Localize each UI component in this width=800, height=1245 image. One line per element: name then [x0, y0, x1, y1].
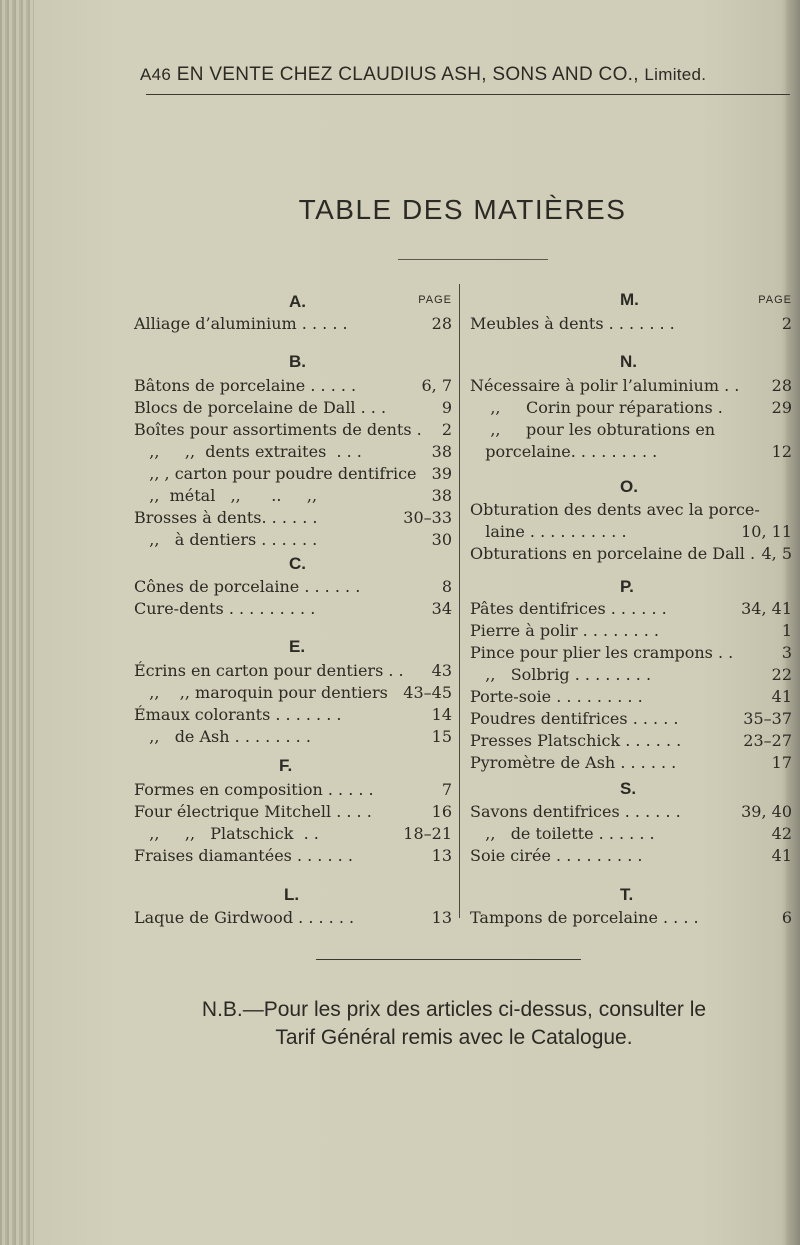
entry-page: 2	[781, 314, 792, 333]
index-entry	[134, 419, 452, 441]
entry-text: ,, Corin pour réparations .	[470, 398, 723, 417]
entry-page: 3	[781, 643, 792, 662]
entry-text: Poudres dentifrices . . . . .	[470, 709, 679, 728]
entry-text: Pierre à polir . . . . . . . .	[470, 621, 659, 640]
entry-text: Émaux colorants . . . . . . .	[134, 705, 342, 724]
running-header	[140, 64, 780, 86]
right-section-letter: N.	[620, 352, 637, 371]
index-entry	[470, 397, 792, 419]
entry-page: 28	[431, 314, 452, 333]
entry-text: Fraises diamantées . . . . . .	[134, 846, 353, 865]
page-column-header-left: PAGE	[418, 294, 452, 306]
entry-text: Obturation des dents avec la porce-	[470, 500, 760, 519]
index-entry	[470, 907, 792, 929]
index-entry	[134, 507, 452, 529]
entry-text: Obturations en porcelaine de Dall .	[470, 544, 756, 563]
index-entry	[134, 529, 452, 551]
entry-text: Blocs de porcelaine de Dall . . .	[134, 398, 387, 417]
index-entry	[134, 463, 452, 485]
index-entry	[134, 845, 452, 867]
index-entry	[134, 823, 452, 845]
entry-text: Pâtes dentifrices . . . . . .	[470, 599, 667, 618]
entry-text: Bâtons de porcelaine . . . . .	[134, 376, 357, 395]
entry-page: 13	[431, 846, 452, 865]
entry-text: porcelaine. . . . . . . . .	[470, 442, 658, 461]
index-entry	[134, 907, 452, 929]
entry-page: 29	[771, 398, 792, 417]
entry-text: ,, de toilette . . . . . .	[470, 824, 655, 843]
entry-text: ,, de Ash . . . . . . . .	[134, 727, 311, 746]
entry-page: 8	[441, 577, 452, 596]
index-entry	[470, 543, 792, 565]
page-title: TABLE DES MATIÈRES	[298, 194, 627, 225]
entry-page: 43–45	[403, 683, 452, 702]
entry-text: Porte-soie . . . . . . . . .	[470, 687, 643, 706]
entry-text: Tampons de porcelaine . . . .	[470, 908, 699, 927]
right-section-letter: P.	[620, 577, 634, 596]
right-section-letter: O.	[620, 477, 638, 496]
entry-page: 13	[431, 908, 452, 927]
entry-text: Pince pour plier les crampons . .	[470, 643, 734, 662]
entry-page: 39, 40	[741, 802, 792, 821]
index-entry	[470, 313, 792, 335]
entry-page: 6, 7	[421, 376, 452, 395]
footnote-line-2: Tarif Général remis avec le Catalogue.	[275, 1026, 633, 1049]
index-entry	[470, 642, 792, 664]
entry-text: Cure-dents . . . . . . . . .	[134, 599, 316, 618]
column-divider	[459, 284, 460, 918]
entry-text: Boîtes pour assortiments de dents .	[134, 420, 422, 439]
entry-text: ,, pour les obturations en	[470, 420, 716, 439]
entry-text: Brosses à dents. . . . . .	[134, 508, 318, 527]
index-entry	[134, 397, 452, 419]
left-section-letter: A.	[289, 292, 306, 311]
index-entry	[134, 779, 452, 801]
entry-page: 23–27	[743, 731, 792, 750]
entry-text: Presses Platschick . . . . . .	[470, 731, 682, 750]
entry-text: ,, à dentiers . . . . . .	[134, 530, 318, 549]
entry-page: 14	[431, 705, 452, 724]
entry-page: 42	[771, 824, 792, 843]
entry-page: 18–21	[403, 824, 452, 843]
index-entry	[134, 313, 452, 335]
entry-page: 17	[771, 753, 792, 772]
entry-page: 38	[431, 442, 452, 461]
index-entry	[470, 801, 792, 823]
book-binding-edge	[0, 0, 34, 1245]
right-section-letter: M.	[620, 290, 639, 309]
entry-page: 28	[771, 376, 792, 395]
entry-page: 35–37	[743, 709, 792, 728]
index-entry	[470, 686, 792, 708]
index-entry	[134, 576, 452, 598]
index-entry	[470, 499, 792, 521]
entry-page: 38	[431, 486, 452, 505]
index-entry	[134, 598, 452, 620]
index-entry	[470, 598, 792, 620]
left-section-letter: L.	[284, 885, 300, 904]
entry-text: Nécessaire à polir l’aluminium . .	[470, 376, 740, 395]
entry-page: 6	[781, 908, 792, 927]
entry-text: Écrins en carton pour dentiers . .	[134, 661, 404, 680]
index-entry	[470, 521, 792, 543]
entry-text: Meubles à dents . . . . . . .	[470, 314, 675, 333]
entry-page: 30–33	[403, 508, 452, 527]
right-section-letter: S.	[620, 779, 637, 798]
entry-page: 2	[441, 420, 452, 439]
entry-text: laine . . . . . . . . . .	[470, 522, 627, 541]
entry-text: ,, , carton pour poudre dentifrice	[134, 464, 417, 483]
entry-page: 39	[431, 464, 452, 483]
index-entry	[470, 845, 792, 867]
entry-text: Laque de Girdwood . . . . . .	[134, 908, 355, 927]
index-entry	[470, 664, 792, 686]
entry-text: Formes en composition . . . . .	[134, 780, 374, 799]
index-entry	[134, 441, 452, 463]
bottom-rule	[316, 959, 581, 960]
entry-text: Soie cirée . . . . . . . . .	[470, 846, 643, 865]
index-entry	[134, 485, 452, 507]
entry-page: 15	[431, 727, 452, 746]
entry-page: 7	[441, 780, 452, 799]
page-column-header-right: PAGE	[758, 294, 792, 306]
footnote-line-1: N.B.—Pour les prix des articles ci-dessus, consulter le	[201, 998, 707, 1021]
index-entry	[470, 730, 792, 752]
entry-text: ,, métal ,, .. ,,	[134, 486, 318, 505]
index-entry	[134, 682, 452, 704]
entry-page: 9	[441, 398, 452, 417]
index-entry	[470, 375, 792, 397]
index-entry	[470, 752, 792, 774]
entry-text: Pyromètre de Ash . . . . . .	[470, 753, 677, 772]
entry-text: Savons dentifrices . . . . . .	[470, 802, 681, 821]
page-number: A46	[140, 65, 172, 84]
left-section-letter: E.	[289, 637, 306, 656]
entry-page: 34	[431, 599, 452, 618]
right-section-letter: T.	[620, 885, 634, 904]
title-rule	[398, 259, 548, 260]
index-entry	[134, 726, 452, 748]
entry-text: Cônes de porcelaine . . . . . .	[134, 577, 361, 596]
index-entry	[470, 823, 792, 845]
index-entry	[470, 419, 792, 441]
index-entry	[470, 620, 792, 642]
header-rule	[146, 94, 790, 95]
header-limited: Limited.	[644, 65, 707, 84]
entry-page: 22	[771, 665, 792, 684]
index-entry	[134, 375, 452, 397]
entry-page: 41	[771, 846, 792, 865]
left-section-letter: C.	[289, 554, 306, 573]
entry-text: Alliage d’aluminium . . . . .	[134, 314, 348, 333]
left-section-letter: B.	[289, 352, 306, 371]
entry-page: 34, 41	[741, 599, 792, 618]
entry-text: Four électrique Mitchell . . . .	[134, 802, 372, 821]
entry-page: 43	[431, 661, 452, 680]
index-entry	[134, 660, 452, 682]
entry-page: 41	[771, 687, 792, 706]
entry-page: 4, 5	[761, 544, 792, 563]
footnote	[130, 996, 778, 1052]
entry-page: 12	[771, 442, 792, 461]
entry-text: ,, ,, maroquin pour dentiers	[134, 683, 388, 702]
left-section-letter: F.	[279, 756, 293, 775]
entry-page: 16	[431, 802, 452, 821]
header-text: EN VENTE CHEZ CLAUDIUS ASH, SONS AND CO.,	[176, 64, 639, 85]
index-entry	[470, 708, 792, 730]
index-entry	[470, 441, 792, 463]
index-entry	[134, 704, 452, 726]
entry-page: 10, 11	[741, 522, 792, 541]
index-entry	[134, 801, 452, 823]
entry-page: 1	[781, 621, 792, 640]
entry-text: ,, Solbrig . . . . . . . .	[470, 665, 652, 684]
entry-page: 30	[431, 530, 452, 549]
entry-text: ,, ,, Platschick . .	[134, 824, 319, 843]
entry-text: ,, ,, dents extraites . . .	[134, 442, 362, 461]
